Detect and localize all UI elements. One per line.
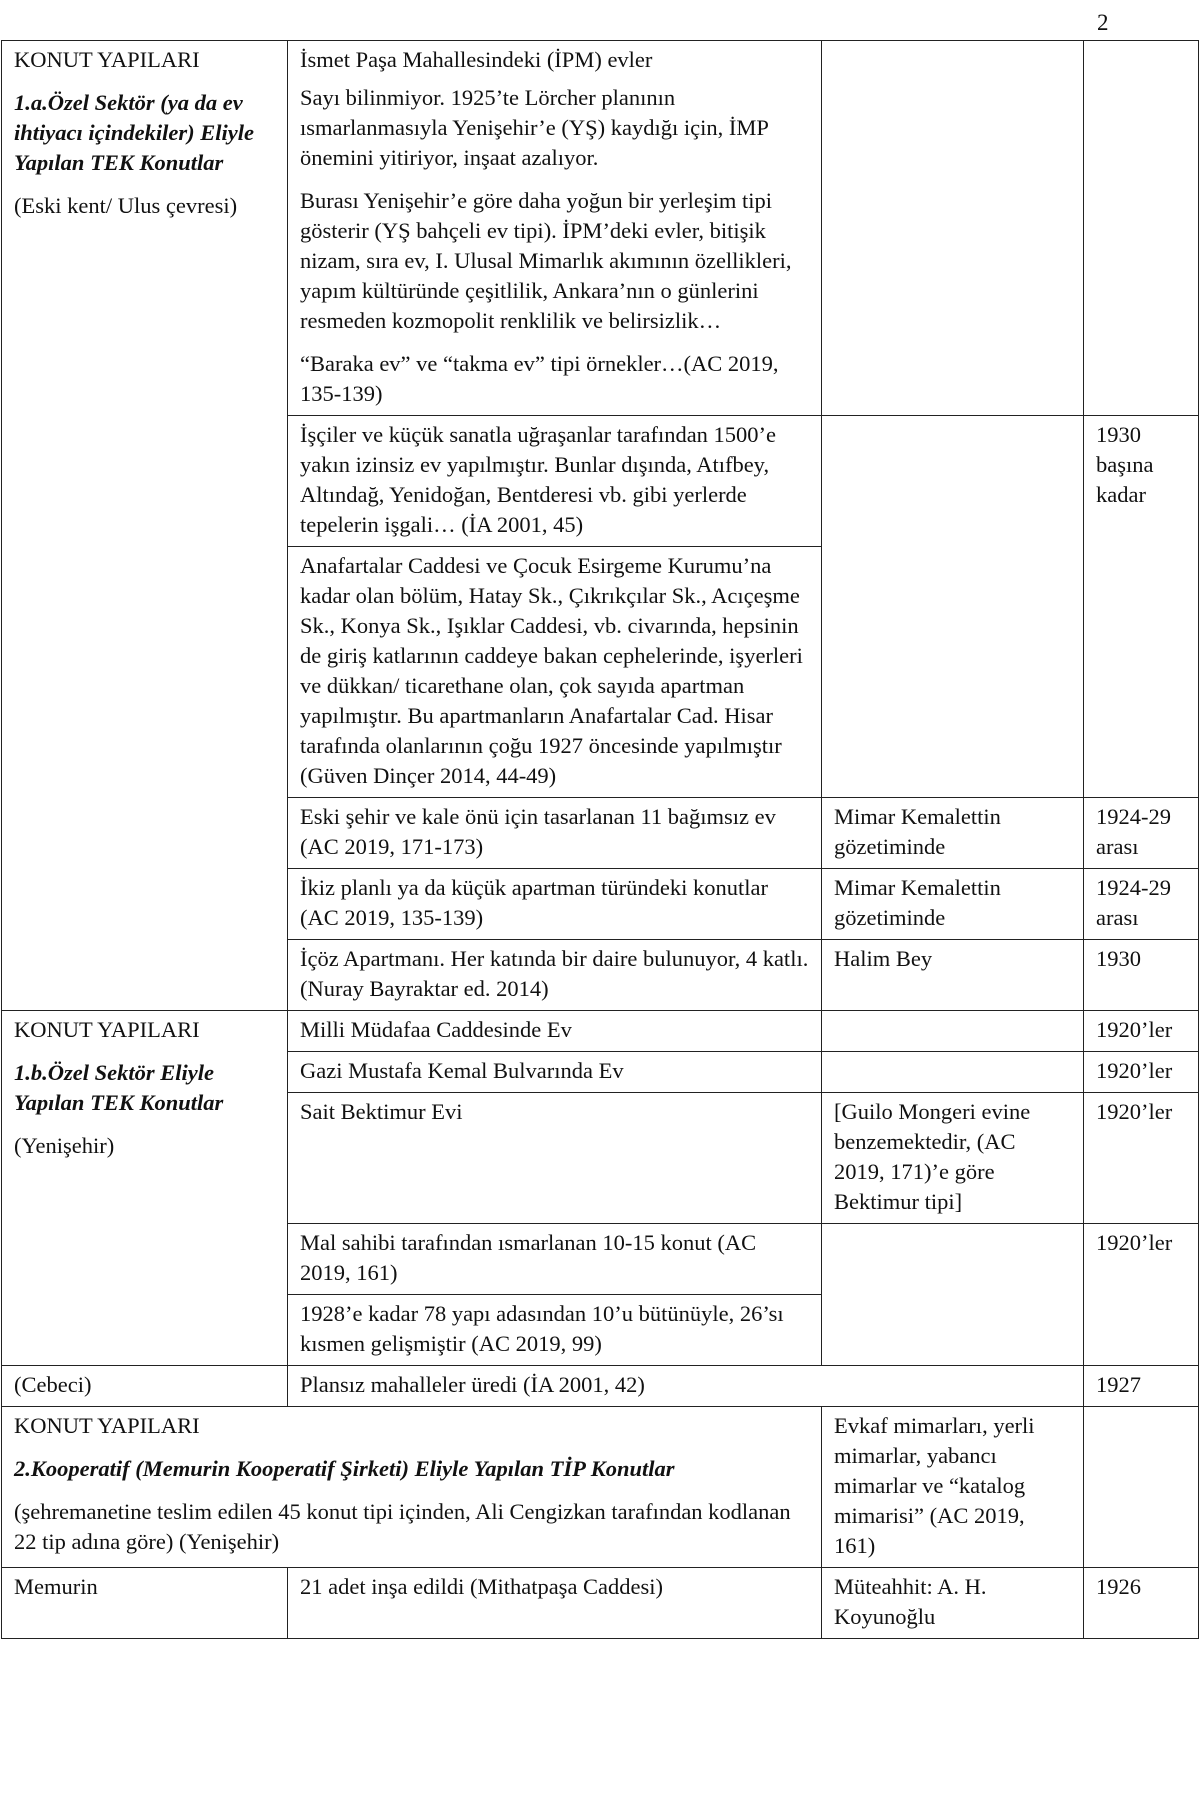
description-paragraph: İçöz Apartmanı. Her katında bir daire bulunuyor, 4 katlı. (Nuray Bayraktar ed. 2014) [300,946,809,1001]
date-cell: 1924-29 arası [1084,869,1199,940]
date-cell: 1930 başına kadar [1084,416,1199,798]
section-heading: KONUT YAPILARI [14,1017,200,1042]
table-row [2,41,1199,416]
description-cell: Milli Müdafaa Caddesinde Ev [288,1011,822,1052]
description-cell: Mal sahibi tarafından ısmarlanan 10-15 konut (AC 2019, 161) [288,1224,822,1295]
architect-cell [822,1011,1084,1052]
architect-cell [822,41,1084,416]
description-cell [288,798,822,869]
description-cell: 1928’e kadar 78 yapı adasından 10’u bütünüyle, 26’sı kısmen gelişmiştir (AC 2019, 99) [288,1295,822,1366]
location-cell: Memurin [2,1568,288,1639]
date-cell: 1920’ler [1084,1224,1199,1366]
architect-cell: Mimar Kemalettin gözetiminde [822,869,1084,940]
description-paragraph: İkiz planlı ya da küçük apartman türündeki konutlar (AC 2019, 135-139) [300,875,768,930]
architect-cell: Evkaf mimarları, yerli mimarlar, yabancı mimarlar ve “katalog mimarisi” (AC 2019, 161) [822,1407,1084,1568]
description-cell: Sait Bektimur Evi [288,1093,822,1224]
architect-cell: Müteahhit: A. H. Koyunoğlu [822,1568,1084,1639]
date-cell: 1927 [1084,1366,1199,1407]
date-cell: 1920’ler [1084,1093,1199,1224]
page-number: 2 [1097,10,1109,35]
description-cell: Plansız mahalleler üredi (İA 2001, 42) [288,1366,1084,1407]
section-1a-label-cell [2,41,288,1011]
description-paragraph: “Baraka ev” ve “takma ev” tipi örnekler…(AC 2019, 135-139) [300,351,779,406]
section-1b-label-cell [2,1011,288,1366]
description-paragraph: Anafartalar Caddesi ve Çocuk Esirgeme Kurumu’na kadar olan bölüm, Hatay Sk., Çıkrıkçılar Sk., Acıçeşme Sk., Konya Sk., Işıklar Caddesi, vb. civarında, hepsinin de giriş katlarının caddeye bakan cephelerinde, işyerleri ve dükkan/ ticarethane olan, çok sayıda apartman yapılmıştır. Bu apartmanların Anafartalar Cad. Hisar tarafında olanlarının çoğu 1927 öncesinde yapılmıştır (Güven Dinçer 2014, 44-49) [300,553,803,788]
description-paragraph: Eski şehir ve kale önü için tasarlanan 11 bağımsız ev (AC 2019, 171-173) [300,804,776,859]
description-paragraph: Burası Yenişehir’e göre daha yoğun bir yerleşim tipi gösterir (YŞ bahçeli ev tipi). İPM’deki evler, bitişik nizam, sıra ev, I. Ulusal Mimarlık akımının özellikleri, yapım kültüründe çeşitlilik, Ankara’nın o günlerini resmeden kozmopolit renklilik ve belirsizlik… [300,188,792,333]
description-cell [288,940,822,1011]
date-cell: 1930 [1084,940,1199,1011]
table-row [2,1366,1199,1407]
date-cell: 1926 [1084,1568,1199,1639]
architect-cell [822,416,1084,798]
table-row [2,1011,1199,1052]
description-cell [288,869,822,940]
location-cell: (Cebeci) [2,1366,288,1407]
section-heading: KONUT YAPILARI [14,47,200,72]
date-cell: 1920’ler [1084,1052,1199,1093]
date-cell [1084,1407,1199,1568]
description-cell [288,41,822,416]
section-location: (Yenişehir) [14,1133,115,1158]
section-heading: KONUT YAPILARI [14,1413,200,1438]
date-cell: 1920’ler [1084,1011,1199,1052]
section-location: (Eski kent/ Ulus çevresi) [14,193,238,218]
description-paragraph: İsmet Paşa Mahallesindeki (İPM) evler [300,47,653,72]
section-description: (şehremanetine teslim edilen 45 konut tipi içinden, Ali Cengizkan tarafından kodlanan 22 tip adına göre) (Yenişehir) [14,1499,791,1554]
architect-cell: Halim Bey [822,940,1084,1011]
section-subheading: 1.a.Özel Sektör (ya da ev ihtiyacı içindekiler) Eliyle Yapılan TEK Konutlar [14,90,254,175]
architect-cell: [Guilo Mongeri evine benzemektedir, (AC 2019, 171)’e göre Bektimur tipi] [822,1093,1084,1224]
table-row [2,1407,1199,1568]
description-paragraph: Sayı bilinmiyor. 1925’te Lörcher planının ısmarlanmasıyla Yenişehir’e (YŞ) kaydığı için, İMP önemini yitiriyor, inşaat azalıyor. [300,85,769,170]
description-cell [288,416,822,547]
description-cell [288,547,822,798]
architect-cell [822,1224,1084,1366]
table-row [2,1568,1199,1639]
section-2-label-cell [2,1407,822,1568]
description-paragraph: İşçiler ve küçük sanatla uğraşanlar tarafından 1500’e yakın izinsiz ev yapılmıştır. Bunlar dışında, Atıfbey, Altındağ, Yenidoğan, Bentderesi vb. gibi yerlerde tepelerin işgali… (İA 2001, 45) [300,422,777,537]
date-cell [1084,41,1199,416]
section-subheading: 1.b.Özel Sektör Eliyle Yapılan TEK Konutlar [14,1060,224,1115]
architect-cell: Mimar Kemalettin gözetiminde [822,798,1084,869]
description-cell: Gazi Mustafa Kemal Bulvarında Ev [288,1052,822,1093]
architect-cell [822,1052,1084,1093]
description-cell: 21 adet inşa edildi (Mithatpaşa Caddesi) [288,1568,822,1639]
housing-table [1,40,1199,1639]
section-subheading: 2.Kooperatif (Memurin Kooperatif Şirketi) Eliyle Yapılan TİP Konutlar [14,1456,675,1481]
date-cell: 1924-29 arası [1084,798,1199,869]
